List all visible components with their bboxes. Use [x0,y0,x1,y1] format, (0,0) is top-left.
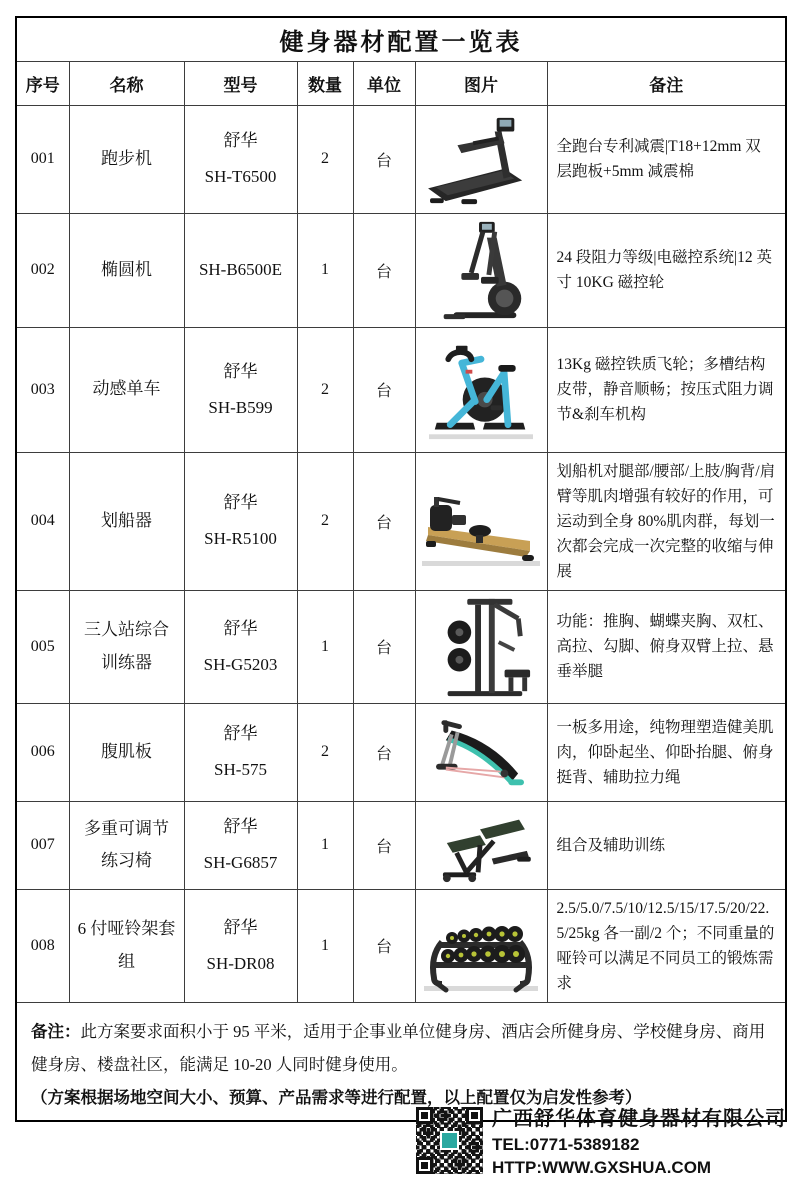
row-unit: 台 [353,327,415,452]
row-qty: 2 [297,105,353,213]
model-brand: 舒华 [223,361,258,381]
table-row [16,327,786,452]
company-tel: TEL:0771-5389182 [492,1135,640,1154]
notes-row [16,1002,786,1121]
row-qty: 2 [297,452,353,590]
model-code: SH-B599 [208,397,273,417]
row-no: 002 [16,213,69,327]
rowing-machine-photo [418,471,544,571]
col-header-no: 序号 [16,61,69,105]
qr-code-icon [416,1107,483,1174]
model-brand: 舒华 [223,817,258,837]
row-remark: 2.5/5.0/7.5/10/12.5/15/17.5/20/22.5/25kg 各一副/2 个；不同重量的哑铃可以满足不同员工的锻炼需求 [547,889,786,1002]
table-row [16,889,786,1002]
adjustable-bench-photo [422,804,540,886]
row-unit: 台 [353,213,415,327]
row-image-cell [415,703,547,801]
multi-gym-photo [425,593,537,701]
row-model [184,590,297,703]
qr-center-logo-icon [440,1131,459,1150]
row-image-cell [415,452,547,590]
col-header-model: 型号 [184,61,297,105]
model-brand: 舒华 [223,917,258,937]
company-footer [416,1107,786,1179]
col-header-image: 图片 [415,61,547,105]
notes-label: 备注： [31,1021,81,1041]
row-unit: 台 [353,703,415,801]
row-remark: 功能：推胸、蝴蝶夹胸、双杠、高拉、勾脚、俯身双臂上拉、悬垂举腿 [547,590,786,703]
row-unit: 台 [353,889,415,1002]
table-row [16,703,786,801]
row-image-cell [415,590,547,703]
table-row [16,452,786,590]
row-remark: 13Kg 磁控铁质飞轮；多槽结构皮带，静音顺畅；按压式阻力调节&刹车机构 [547,327,786,452]
model-code: SH-B6500E [198,260,283,280]
model-code: SH-T6500 [204,167,277,186]
notes-text: 此方案要求面积小于 95 平米，适用于企事业单位健身房、酒店会所健身房、学校健身房、商用健身房、楼盘社区，能满足 10-20 人同时健身使用。 [31,1021,766,1074]
model-code: SH-G6857 [203,853,278,872]
title-row [16,17,786,61]
table-row [16,105,786,213]
company-name: 广西舒华体育健身器材有限公司 [492,1108,786,1130]
row-model [184,327,297,452]
row-model [184,452,297,590]
row-model [184,703,297,801]
row-name: 跑步机 [69,105,184,213]
model-code: SH-DR08 [206,953,275,973]
elliptical-photo [431,216,531,324]
model-brand: 舒华 [223,131,258,151]
row-image-cell [415,105,547,213]
col-header-remark: 备注 [547,61,786,105]
row-remark: 24 段阻力等级|电磁控系统|12 英寸 10KG 磁控轮 [547,213,786,327]
qr-finder-icon [416,1157,433,1174]
row-image-cell [415,889,547,1002]
row-unit: 台 [353,452,415,590]
row-qty: 1 [297,213,353,327]
row-image-cell [415,801,547,889]
row-unit: 台 [353,105,415,213]
row-qty: 1 [297,590,353,703]
row-name: 动感单车 [69,327,184,452]
notes-cell [16,1002,786,1121]
row-no: 005 [16,590,69,703]
col-header-name: 名称 [69,61,184,105]
header-row [16,61,786,105]
row-no: 003 [16,327,69,452]
model-code: SH-575 [214,760,267,779]
row-remark: 一板多用途，纯物理塑造健美肌肉，仰卧起坐、仰卧抬腿、俯身挺背、辅助拉力绳 [547,703,786,801]
row-name: 6 付哑铃架套组 [69,889,184,1002]
row-image-cell [415,213,547,327]
row-unit: 台 [353,801,415,889]
model-code: SH-G5203 [203,654,278,674]
page-title: 健身器材配置一览表 [16,17,786,61]
spin-bike-photo [423,338,539,442]
model-code: SH-R5100 [204,529,277,548]
row-remark: 划船机对腿部/腰部/上肢/胸背/肩臂等肌肉增强有较好的作用，可运动到全身 80%肌肉群，每划一次都会完成一次完整的收缩与伸展 [547,452,786,590]
notes-line2: （方案根据场地空间大小、预算、产品需求等进行配置，以上配置仅为启发性参考） [31,1087,642,1107]
row-model [184,801,297,889]
treadmill-photo [422,110,540,208]
row-model [184,889,297,1002]
row-remark: 全跑台专利减震|T18+12mm 双层跑板+5mm 减震棉 [547,105,786,213]
row-unit: 台 [353,590,415,703]
row-no: 008 [16,889,69,1002]
row-no: 006 [16,703,69,801]
row-no: 004 [16,452,69,590]
row-model [184,105,297,213]
table-row [16,801,786,889]
table-row [16,213,786,327]
row-name: 三人站综合训练器 [69,590,184,703]
company-info [492,1107,786,1179]
row-no: 007 [16,801,69,889]
notes-line1 [31,1015,771,1081]
col-header-qty: 数量 [297,61,353,105]
row-name: 划船器 [69,452,184,590]
row-qty: 1 [297,801,353,889]
row-qty: 2 [297,327,353,452]
row-name: 多重可调节练习椅 [69,801,184,889]
row-qty: 2 [297,703,353,801]
model-brand: 舒华 [223,618,258,638]
qr-finder-icon [466,1107,483,1124]
equipment-table [15,16,787,1122]
row-qty: 1 [297,889,353,1002]
company-website: HTTP:WWW.GXSHUA.COM [492,1158,712,1177]
table-row [16,590,786,703]
col-header-unit: 单位 [353,61,415,105]
row-name: 椭圆机 [69,213,184,327]
dumbbell-rack-photo [420,898,542,994]
row-model [184,213,297,327]
ab-board-photo [421,709,541,795]
row-name: 腹肌板 [69,703,184,801]
row-remark: 组合及辅助训练 [547,801,786,889]
row-image-cell [415,327,547,452]
model-brand: 舒华 [223,493,258,513]
row-no: 001 [16,105,69,213]
qr-finder-icon [416,1107,433,1124]
model-brand: 舒华 [223,724,258,744]
